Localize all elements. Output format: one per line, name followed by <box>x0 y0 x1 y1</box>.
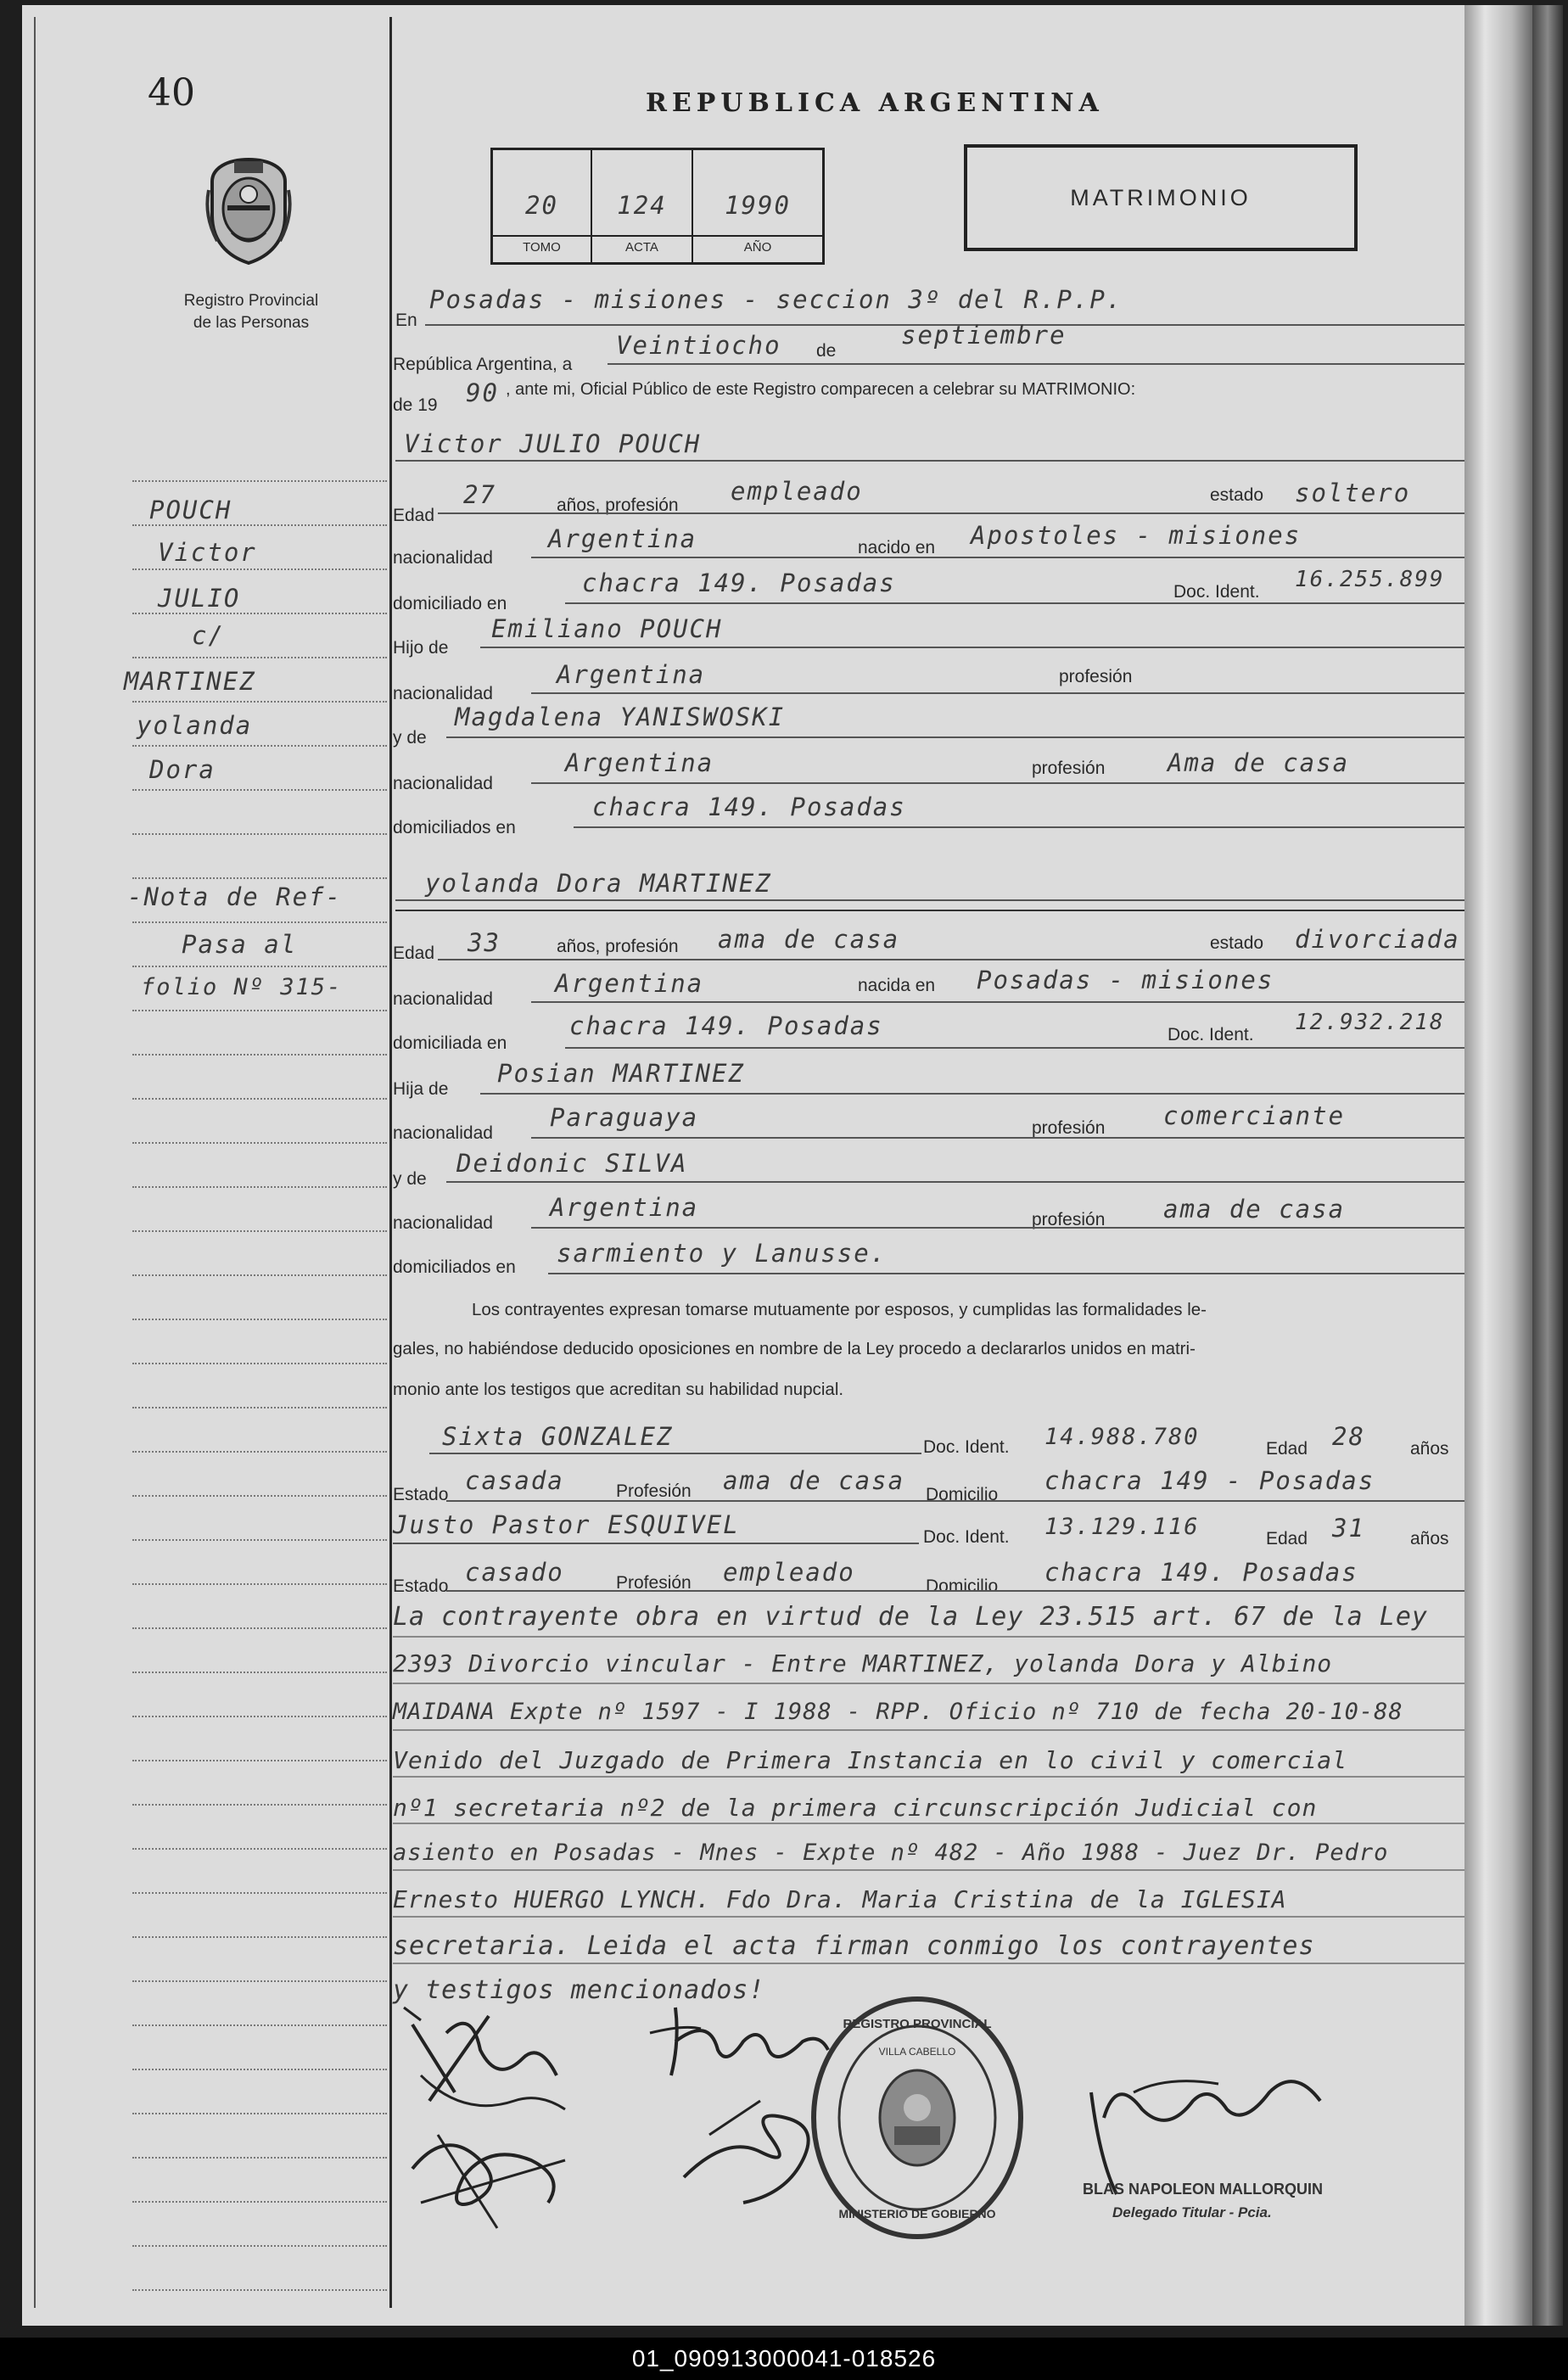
intro-year: 90 <box>466 378 499 407</box>
intro-place: Posadas - misiones - seccion 3º del R.P.P. <box>429 285 1123 314</box>
margin-rule-line <box>132 2113 387 2114</box>
coat-of-arms-icon <box>202 156 295 266</box>
margin-rule-line <box>132 2157 387 2159</box>
witness-2-age-label: Edad <box>1266 1529 1308 1548</box>
margin-name-line: MARTINEZ <box>124 667 256 696</box>
bride-father-profession: comerciante <box>1163 1101 1346 1130</box>
bride-profession-label: años, profesión <box>557 937 679 956</box>
bride-father-nat-label: nacionalidad <box>393 1123 493 1143</box>
witness-1-address: chacra 149 - Posadas <box>1044 1466 1375 1495</box>
declaration-line-1: Los contrayentes expresan tomarse mutuamente por esposos, y cumplidas las formalidades le- <box>472 1300 1207 1319</box>
seal-text: REGISTRO PROVINCIAL <box>843 2017 992 2031</box>
witness-1-anos-label: años <box>1410 1439 1449 1459</box>
act-type-label: MATRIMONIO <box>1070 184 1252 210</box>
groom-status: soltero <box>1295 479 1411 507</box>
margin-rule-line <box>132 613 387 614</box>
margin-name-line: JULIO <box>158 584 241 613</box>
bride-age: 33 <box>468 928 501 957</box>
note-rule-line <box>393 1776 1477 1778</box>
witness-2-name: Justo Pastor ESQUIVEL <box>393 1510 740 1539</box>
groom-age-label: Edad <box>393 506 435 525</box>
bride-father: Posian MARTINEZ <box>497 1059 745 1088</box>
groom-age: 27 <box>463 480 496 509</box>
margin-rule-line <box>132 1186 387 1188</box>
acta-value: 124 <box>617 191 667 220</box>
groom-address-label: domiciliado en <box>393 594 507 613</box>
tomo-value: 20 <box>525 191 558 220</box>
bride-parents-address: sarmiento y Lanusse. <box>557 1239 888 1268</box>
intro-month: septiembre <box>901 321 1067 350</box>
groom-mother: Magdalena YANISWOSKI <box>455 703 786 731</box>
note-line: asiento en Posadas - Mnes - Expte nº 482 - Año 1988 - Juez Dr. Pedro <box>393 1840 1389 1866</box>
groom-father: Emiliano POUCH <box>491 614 723 643</box>
witness-1-prof-label: Profesión <box>616 1481 692 1501</box>
book-edge <box>1532 5 1563 2326</box>
note-line: 2393 Divorcio vincular - Entre MARTINEZ, yolanda Dora y Albino <box>393 1649 1333 1677</box>
note-rule-line <box>393 1683 1477 1684</box>
bride-mother-label: y de <box>393 1169 427 1189</box>
bride-status: divorciada <box>1295 925 1460 954</box>
witness-2-profession: empleado <box>723 1558 855 1587</box>
margin-rule-line <box>132 2245 387 2247</box>
margin-column-divider <box>389 17 392 2308</box>
margin-rule-line <box>132 1054 387 1056</box>
record-number-box <box>490 148 825 265</box>
margin-rule-line <box>132 657 387 658</box>
witness-1-profession: ama de casa <box>723 1466 905 1495</box>
groom-parents-address: chacra 149. Posadas <box>592 792 906 821</box>
margin-rule-line <box>132 1230 387 1232</box>
groom-profession-label: años, profesión <box>557 496 679 515</box>
page-number: 40 <box>148 71 195 115</box>
witness-1-name: Sixta GONZALEZ <box>442 1422 674 1451</box>
witness-2-address-label: Domicilio <box>926 1576 999 1596</box>
witness-2-address: chacra 149. Posadas <box>1044 1558 1358 1587</box>
groom-nationality-label: nacionalidad <box>393 548 493 568</box>
bride-address: chacra 149. Posadas <box>569 1011 883 1040</box>
act-type-box <box>964 144 1358 251</box>
witness-1-doc: 14.988.780 <box>1044 1424 1200 1450</box>
margin-rule-line <box>132 1980 387 1982</box>
groom-father-nationality: Argentina <box>557 660 706 689</box>
note-line: y testigos mencionados! <box>393 1975 765 2005</box>
note-line: MAIDANA Expte nº 1597 - I 1988 - RPP. Oficio nº 710 de fecha 20-10-88 <box>393 1699 1403 1725</box>
bride-mother-profession: ama de casa <box>1163 1195 1346 1224</box>
groom-nationality: Argentina <box>548 524 697 553</box>
witness-1-status: casada <box>465 1466 564 1495</box>
margin-rule-line <box>132 1627 387 1629</box>
margin-rule-line <box>132 1010 387 1011</box>
bride-mother: Deidonic SILVA <box>456 1149 688 1178</box>
margin-rule-line <box>132 480 387 482</box>
margin-rule-line <box>132 1672 387 1673</box>
witness-2-doc-label: Doc. Ident. <box>923 1527 1010 1547</box>
margin-rule-line <box>132 1319 387 1320</box>
groom-address: chacra 149. Posadas <box>582 568 896 597</box>
witness-1-address-label: Domicilio <box>926 1485 999 1504</box>
margin-rule-line <box>132 1892 387 1894</box>
seal-center-text: VILLA CABELLO <box>878 2046 956 2058</box>
year-prefix: de 19 <box>393 395 438 415</box>
bride-nationality: Argentina <box>555 969 704 998</box>
margin-rule-line <box>132 1363 387 1364</box>
margin-ref-line: Pasa al <box>182 930 298 959</box>
groom-birthplace-label: nacido en <box>858 538 936 557</box>
bride-mother-nat-label: nacionalidad <box>393 1213 493 1233</box>
bride-profession: ama de casa <box>718 925 900 954</box>
note-rule-line <box>393 1963 1477 1964</box>
note-line: Venido del Juzgado de Primera Instancia en lo civil y comercial <box>393 1746 1348 1774</box>
officer-title: Delegado Titular - Pcia. <box>1112 2204 1272 2220</box>
groom-doc-label: Doc. Ident. <box>1173 582 1260 602</box>
left-border <box>34 17 36 2308</box>
bride-father-nationality: Paraguaya <box>550 1103 699 1132</box>
registry-line-1: Registro Provincial <box>183 292 319 310</box>
document-page <box>22 5 1464 2326</box>
margin-ref-line: -Nota de Ref- <box>127 882 342 911</box>
intro-statement: , ante mi, Oficial Público de este Registro comparecen a celebrar su MATRIMONIO: <box>506 380 1136 399</box>
margin-rule-line <box>132 524 387 526</box>
margin-rule-line <box>132 1716 387 1717</box>
bride-name: yolanda Dora MARTINEZ <box>425 869 772 898</box>
witness-2-anos-label: años <box>1410 1529 1449 1548</box>
tomo-label: TOMO <box>523 240 561 255</box>
margin-rule-line <box>132 1142 387 1144</box>
margin-rule-line <box>132 921 387 923</box>
margin-rule-line <box>132 2024 387 2026</box>
margin-rule-line <box>132 1098 387 1100</box>
margin-ref-line: folio Nº 315- <box>141 974 343 1000</box>
declaration-line-2: gales, no habiéndose deducido oposiciones en nombre de la Ley procedo a declararlos unidos en matri- <box>393 1339 1196 1358</box>
margin-rule-line <box>132 1848 387 1850</box>
note-line: secretaria. Leida el acta firman conmigo los contrayentes <box>393 1931 1315 1961</box>
margin-rule-line <box>132 789 387 791</box>
bride-doc-label: Doc. Ident. <box>1168 1025 1254 1044</box>
note-line: La contrayente obra en virtud de la Ley 23.515 art. 67 de la Ley <box>393 1602 1428 1632</box>
groom-mother-profession: Ama de casa <box>1168 748 1350 777</box>
bride-parents-address-label: domiciliados en <box>393 1257 516 1277</box>
margin-rule-line <box>132 1583 387 1585</box>
ano-value: 1990 <box>725 191 791 220</box>
witness-2-doc: 13.129.116 <box>1044 1514 1200 1540</box>
margin-rule-line <box>132 745 387 747</box>
groom-doc: 16.255.899 <box>1295 567 1445 592</box>
groom-father-label: Hijo de <box>393 638 449 658</box>
margin-name-line: yolanda <box>137 711 253 740</box>
margin-rule-line <box>132 2201 387 2203</box>
bride-father-label: Hija de <box>393 1079 449 1099</box>
margin-name-line: Dora <box>149 755 216 784</box>
groom-profession: empleado <box>731 477 863 506</box>
margin-name-line: Victor <box>158 538 257 567</box>
note-rule-line <box>393 1729 1477 1731</box>
margin-name-line: c/ <box>192 621 225 650</box>
bride-signature <box>395 2109 624 2237</box>
margin-name-line: POUCH <box>149 496 232 524</box>
groom-status-label: estado <box>1210 485 1264 505</box>
officer-name: BLAS NAPOLEON MALLORQUIN <box>1083 2181 1323 2198</box>
note-rule-line <box>393 1823 1477 1824</box>
bride-status-label: estado <box>1210 933 1264 953</box>
rep-label: República Argentina, a <box>393 355 573 374</box>
groom-mother-nationality: Argentina <box>565 748 714 777</box>
groom-mother-prof-label: profesión <box>1032 759 1106 778</box>
bride-birthplace: Posadas - misiones <box>977 966 1274 994</box>
witness-2-age: 31 <box>1332 1514 1365 1543</box>
margin-rule-line <box>132 1760 387 1761</box>
bride-age-label: Edad <box>393 944 435 963</box>
declaration-line-3: monio ante los testigos que acreditan su habilidad nupcial. <box>393 1380 844 1399</box>
registry-seal <box>803 1991 1032 2245</box>
groom-name: Victor JULIO POUCH <box>404 429 702 458</box>
ano-label: AÑO <box>743 240 772 255</box>
groom-parents-address-label: domiciliados en <box>393 818 516 837</box>
margin-rule-line <box>132 1804 387 1806</box>
margin-rule-line <box>132 701 387 703</box>
bride-address-label: domiciliada en <box>393 1033 507 1053</box>
groom-mother-label: y de <box>393 728 427 748</box>
margin-rule-line <box>132 2069 387 2070</box>
margin-rule-line <box>132 1495 387 1497</box>
note-rule-line <box>393 1869 1477 1871</box>
margin-rule-line <box>132 877 387 879</box>
note-rule-line <box>393 1636 1477 1638</box>
groom-mother-nat-label: nacionalidad <box>393 774 493 793</box>
witness-2-prof-label: Profesión <box>616 1573 692 1593</box>
seal-bottom-text: MINISTERIO DE GOBIERNO <box>838 2207 996 2220</box>
bride-mother-nationality: Argentina <box>550 1193 699 1222</box>
scan-id-footer: 01_090913000041-018526 <box>0 2338 1568 2380</box>
republic-heading: REPUBLICA ARGENTINA <box>646 88 1104 118</box>
witness-2-status-label: Estado <box>393 1576 449 1596</box>
witness-1-status-label: Estado <box>393 1485 449 1504</box>
margin-rule-line <box>132 1274 387 1276</box>
bride-mother-prof-label: profesión <box>1032 1210 1106 1229</box>
acta-label: ACTA <box>625 240 658 255</box>
note-line: Ernesto HUERGO LYNCH. Fdo Dra. Maria Cristina de la IGLESIA <box>393 1885 1287 1913</box>
witness-1-doc-label: Doc. Ident. <box>923 1437 1010 1457</box>
groom-father-nat-label: nacionalidad <box>393 684 493 703</box>
bride-doc: 12.932.218 <box>1295 1010 1445 1035</box>
groom-father-prof-label: profesión <box>1059 667 1133 686</box>
registry-line-2: de las Personas <box>193 314 310 332</box>
margin-rule-line <box>132 1407 387 1408</box>
margin-rule-line <box>132 2289 387 2291</box>
note-line: nº1 secretaria nº2 de la primera circunscripción Judicial con <box>393 1794 1318 1822</box>
bride-nationality-label: nacionalidad <box>393 989 493 1009</box>
margin-rule-line <box>132 1539 387 1541</box>
bride-birthplace-label: nacida en <box>858 976 936 995</box>
margin-rule-line <box>132 833 387 835</box>
groom-birthplace: Apostoles - misiones <box>971 521 1302 550</box>
margin-rule-line <box>132 568 387 570</box>
note-rule-line <box>393 1916 1477 1918</box>
witness-1-age-label: Edad <box>1266 1439 1308 1459</box>
intro-day: Veintiocho <box>616 331 781 360</box>
de-label: de <box>816 341 837 361</box>
en-label: En <box>395 311 417 330</box>
book-spine <box>1464 5 1532 2326</box>
witness-2-status: casado <box>465 1558 564 1587</box>
margin-rule-line <box>132 966 387 967</box>
margin-rule-line <box>132 1936 387 1938</box>
witness-1-age: 28 <box>1332 1422 1365 1451</box>
bride-father-prof-label: profesión <box>1032 1118 1106 1138</box>
margin-rule-line <box>132 1451 387 1453</box>
